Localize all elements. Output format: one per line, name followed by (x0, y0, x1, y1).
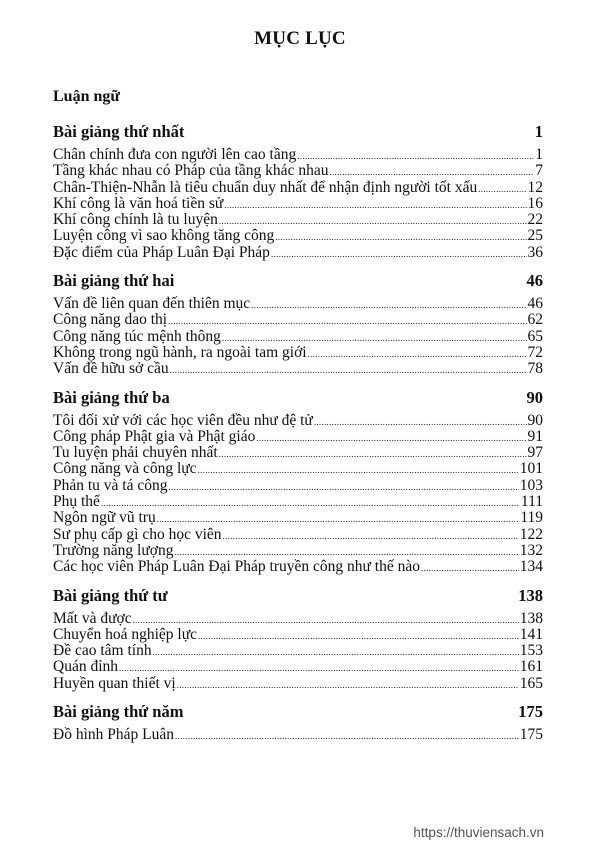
entry-title: Vấn đề hữu sở cầu (53, 360, 169, 378)
entry-title: Khí công chính là tu luyện (53, 211, 218, 229)
entry-title: Mất và được (53, 609, 132, 627)
entry-page: 72 (527, 343, 543, 361)
entry-page: 134 (519, 558, 543, 576)
entry-title: Công năng và công lực (53, 460, 197, 478)
entry-title: Phụ thể (53, 493, 100, 511)
toc-entry[interactable] (53, 676, 543, 692)
source-url[interactable]: https://thuviensach.vn (413, 825, 544, 840)
chapter-title: Bài giảng thứ tư (53, 585, 168, 605)
entry-page: 111 (520, 493, 543, 511)
entry-title: Huyền quan thiết vị (53, 674, 176, 692)
toc-entry[interactable] (53, 345, 543, 361)
entry-page: 175 (519, 726, 543, 744)
toc-entry[interactable] (53, 413, 543, 429)
chapter-page: 138 (518, 585, 543, 605)
entry-page: 46 (527, 295, 543, 313)
entry-title: Chuyển hoá nghiệp lực (53, 625, 197, 643)
entry-page: 36 (527, 243, 543, 261)
toc-entry[interactable] (53, 445, 543, 461)
entry-page: 101 (519, 460, 543, 478)
entry-page: 25 (527, 227, 543, 245)
table-of-contents (53, 122, 543, 753)
dot-leader (224, 197, 526, 213)
toc-entry[interactable] (53, 296, 543, 312)
toc-chapter (53, 271, 543, 377)
toc-chapter (53, 388, 543, 576)
entry-page: 91 (527, 427, 543, 445)
toc-entry[interactable] (53, 643, 543, 659)
toc-entry[interactable] (53, 494, 543, 510)
part-heading: Luận ngữ (53, 88, 120, 105)
dot-leader (275, 229, 526, 245)
entry-page: 103 (519, 476, 543, 494)
dot-leader (421, 560, 519, 576)
chapter-heading[interactable] (53, 122, 543, 142)
entry-title: Sư phụ cấp gì cho học viên (53, 525, 222, 543)
chapter-title: Bài giảng thứ nhất (53, 122, 185, 141)
toc-chapter (53, 702, 543, 743)
toc-entry[interactable] (53, 478, 543, 494)
toc-entry[interactable] (53, 429, 543, 445)
chapter-title: Bài giảng thứ ba (53, 387, 170, 407)
dot-leader (251, 297, 526, 313)
entry-page: 12 (527, 178, 543, 196)
entry-title: Các học viên Pháp Luân Đại Pháp truyền công như thế nào (53, 558, 420, 576)
dot-leader (314, 414, 527, 430)
dot-leader (177, 677, 519, 693)
toc-entry[interactable] (53, 245, 543, 261)
toc-entry[interactable] (53, 228, 543, 244)
entry-title: Công pháp Phật gia và Phật giáo (53, 427, 256, 445)
entry-title: Đề cao tâm tính (53, 642, 152, 660)
entry-page: 122 (519, 525, 543, 543)
toc-chapter (53, 586, 543, 692)
entry-page: 132 (519, 541, 543, 559)
entry-page: 161 (519, 658, 543, 676)
entry-title: Vấn đề liên quan đến thiên mục (53, 295, 251, 313)
entry-title: Trường năng lượng (53, 541, 174, 559)
chapter-title: Bài giảng thứ năm (53, 702, 184, 722)
entry-page: 141 (519, 625, 543, 643)
entry-title: Công năng túc mệnh thông (53, 327, 221, 345)
entry-page: 97 (527, 444, 543, 462)
entry-title: Tầng khác nhau có Pháp của tầng khác nhau (53, 162, 329, 180)
dot-leader (219, 446, 527, 462)
entry-page: 1 (535, 146, 543, 163)
entry-page: 119 (520, 509, 543, 527)
chapter-page: 175 (518, 702, 543, 722)
dot-leader (198, 462, 519, 478)
entry-page: 7 (535, 162, 543, 180)
entry-title: Luyện công vì sao không tăng công (53, 227, 275, 245)
entry-title: Tôi đối xử với các học viên đều như đệ tử (53, 411, 313, 429)
page-title: MỤC LỤC (254, 28, 346, 49)
entry-title: Công năng dao thị (53, 311, 168, 329)
chapter-page: 46 (526, 271, 543, 291)
entry-title: Chân-Thiện-Nhẫn là tiêu chuẩn duy nhất để nhận định người tốt xấu (53, 178, 478, 196)
toc-entry[interactable] (53, 196, 543, 212)
dot-leader (168, 313, 526, 329)
toc-entry[interactable] (53, 147, 543, 163)
entry-page: 65 (527, 327, 543, 345)
chapter-heading[interactable] (53, 271, 543, 291)
dot-leader (119, 660, 519, 676)
dot-leader (478, 181, 526, 197)
entry-page: 16 (527, 194, 543, 212)
dot-leader (101, 495, 520, 511)
dot-leader (170, 362, 527, 378)
entry-page: 165 (519, 674, 543, 692)
dot-leader (175, 728, 519, 744)
chapter-page: 1 (534, 122, 543, 141)
dot-leader (308, 346, 527, 362)
entry-page: 62 (527, 311, 543, 329)
toc-entry[interactable] (53, 329, 543, 345)
toc-entry[interactable] (53, 559, 543, 575)
entry-page: 22 (527, 211, 543, 229)
chapter-page: 90 (526, 387, 543, 407)
toc-entry[interactable] (53, 627, 543, 643)
toc-entry[interactable] (53, 163, 543, 179)
chapter-heading[interactable] (53, 702, 543, 722)
chapter-title: Bài giảng thứ hai (53, 271, 175, 291)
entry-title: Đặc điểm của Pháp Luân Đại Pháp (53, 243, 270, 261)
toc-entry[interactable] (53, 180, 543, 196)
toc-entry[interactable] (53, 510, 543, 526)
entry-page: 138 (519, 609, 543, 627)
toc-entry[interactable] (53, 461, 543, 477)
toc-entry[interactable] (53, 659, 543, 675)
toc-entry[interactable] (53, 312, 543, 328)
toc-entry[interactable] (53, 212, 543, 228)
dot-leader (153, 644, 519, 660)
dot-leader (256, 430, 526, 446)
toc-entry[interactable] (53, 611, 543, 627)
entry-page: 153 (519, 642, 543, 660)
dot-leader (169, 479, 519, 495)
entry-title: Chân chính đưa con người lên cao tầng (53, 146, 297, 163)
toc-entry[interactable] (53, 543, 543, 559)
toc-entry[interactable] (53, 361, 543, 377)
entry-title: Ngôn ngữ vũ trụ (53, 509, 156, 527)
chapter-heading[interactable] (53, 388, 543, 408)
dot-leader (271, 246, 527, 262)
dot-leader (198, 628, 519, 644)
entry-title: Quán đỉnh (53, 658, 119, 676)
entry-title: Đồ hình Pháp Luân (53, 726, 174, 744)
dot-leader (297, 148, 534, 164)
toc-entry[interactable] (53, 527, 543, 543)
entry-page: 90 (527, 411, 543, 429)
toc-chapter (53, 122, 543, 261)
dot-leader (223, 528, 519, 544)
entry-page: 78 (527, 360, 543, 378)
entry-title: Phản tu và tá công (53, 476, 168, 494)
entry-title: Không trong ngũ hành, ra ngoài tam giới (53, 343, 307, 361)
entry-title: Tu luyện phải chuyên nhất (53, 444, 218, 462)
chapter-heading[interactable] (53, 586, 543, 606)
toc-entry[interactable] (53, 727, 543, 743)
entry-title: Khí công là văn hoá tiền sử (53, 194, 224, 212)
